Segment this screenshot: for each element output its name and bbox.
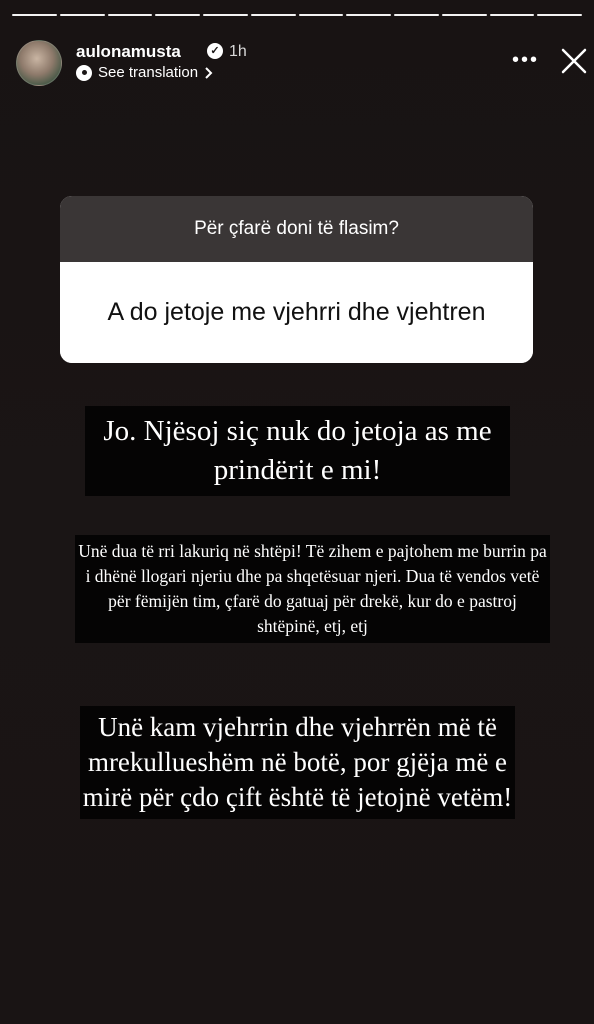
see-translation-button[interactable]	[76, 64, 214, 81]
progress-segment	[346, 14, 391, 16]
progress-segment	[12, 14, 57, 16]
question-prompt: Për çfarë doni të flasim?	[60, 196, 533, 262]
progress-segment	[537, 14, 582, 16]
progress-segment	[251, 14, 296, 16]
post-time: 1h	[229, 43, 247, 60]
username[interactable]: aulonamusta	[76, 42, 181, 61]
more-options-icon[interactable]: •••	[512, 49, 540, 71]
progress-segment	[155, 14, 200, 16]
progress-segment	[442, 14, 487, 16]
caption-text-3: Unë kam vjehrrin dhe vjehrrën më të mrekullueshëm në botë, por gjëja më e mirë për çdo çift është të jetojnë vetëm!	[80, 706, 515, 819]
progress-segment	[108, 14, 153, 16]
verified-badge-icon: ✓	[207, 43, 223, 59]
story-progress-bar	[12, 14, 582, 17]
progress-segment	[490, 14, 535, 16]
progress-segment	[394, 14, 439, 16]
see-translation-label: See translation	[98, 64, 199, 81]
avatar[interactable]	[16, 40, 62, 86]
progress-segment	[60, 14, 105, 16]
progress-segment	[203, 14, 248, 16]
question-sticker[interactable]	[60, 196, 533, 363]
translate-icon	[76, 65, 92, 81]
caption-text-2: Unë dua të rri lakuriq në shtëpi! Të zihem e pajtohem me burrin pa i dhënë llogari njeriu dhe pa shqetësuar njeri. Dua të vendos vetë për fëmijën tim, çfarë do gatuaj për drekë, kur do e pastroj shtëpinë, etj, etj	[75, 535, 550, 643]
story-header	[14, 40, 582, 86]
close-icon[interactable]	[559, 46, 589, 76]
question-answer: A do jetoje me vjehrri dhe vjehtren	[60, 262, 533, 363]
caption-text-1: Jo. Njësoj siç nuk do jetoja as me prindërit e mi!	[85, 406, 510, 496]
chevron-right-icon	[204, 66, 214, 80]
progress-segment	[299, 14, 344, 16]
